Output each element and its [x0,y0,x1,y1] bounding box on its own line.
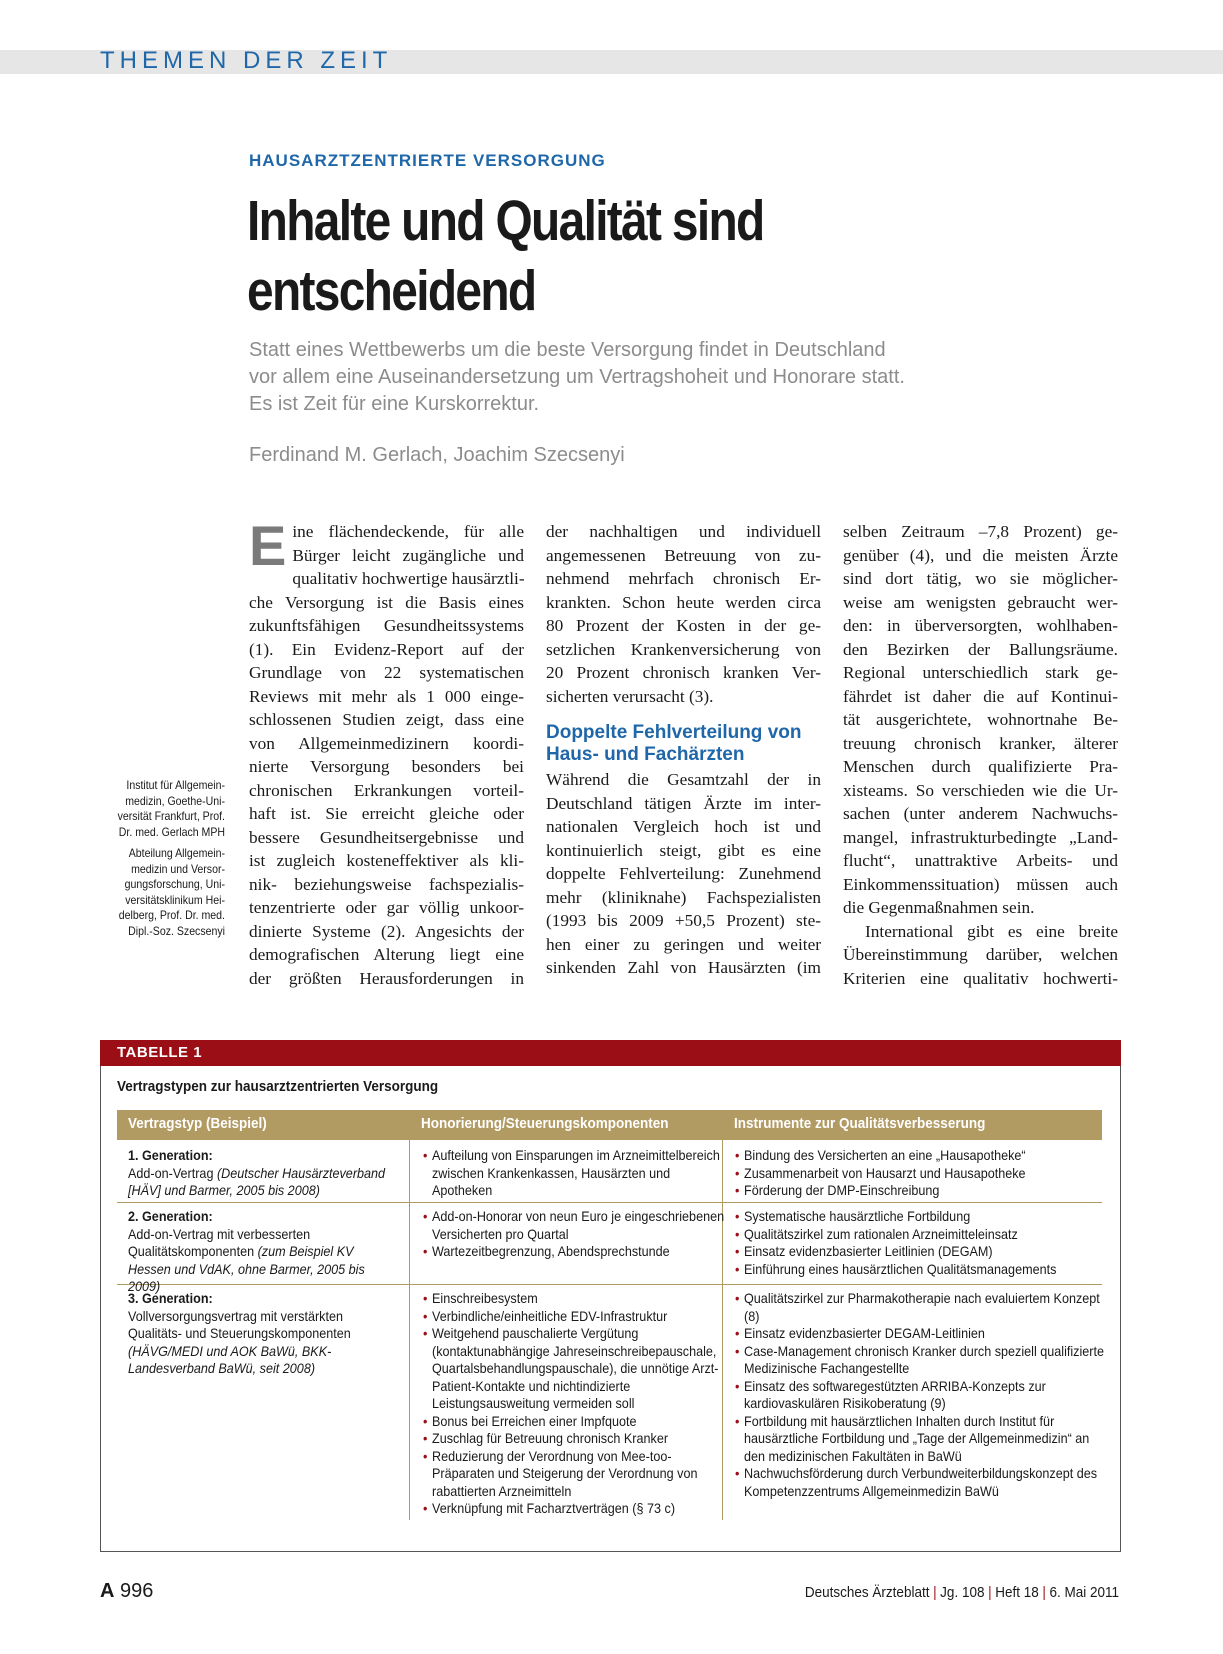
cell-text-italic: (zum Beispiel KV Hessen und VdAK, ohne Barmer, 2005 bis 2009) [128,1243,365,1294]
text-line: Übereinstimmung darüber, welchen [843,945,1118,964]
title-line: Inhalte und Qualität sind [247,189,764,253]
text-line: Während die Gesamtzahl der in [546,770,821,789]
text-line: nehmend mehrfach chronisch Er- [546,569,821,588]
paragraph [843,520,1118,920]
table-cell-instrumente [735,1290,1104,1500]
text-line: International gibt es eine breite [865,921,1118,941]
page-number [100,1580,153,1603]
text-line: fährdet ist daher die auf Kontinui- [843,686,1118,706]
paragraph [249,514,525,990]
table-caption: Vertragstypen zur hausarztzentrierten Versorgung [117,1078,439,1095]
body-column-1 [249,514,525,990]
text-line: xisteams. So verschieden wie die Ur- [843,780,1118,800]
table-cell-vertragstyp [128,1290,398,1378]
journal-volume: Jg. 108 [940,1584,985,1601]
section-label: THEMEN DER ZEIT [100,47,393,74]
text-line: der größten Herausforderungen in [249,968,524,988]
list-item: • Weitgehend pauschalierte Vergütung (kontaktunabhängige Jahreseinschreibepauschale, Quartalsbehandlungspauschale), die unnötige Arzt-Patient-Kontakte und nichtindizierte Leistungsausweitung vermeiden soll [423,1325,725,1413]
text-line: Regional unterschiedlich stark ge- [843,663,1118,682]
journal-issue: Heft 18 [995,1584,1039,1601]
list-item: • Zusammenarbeit von Hausarzt und Hausapotheke [735,1165,1104,1183]
list-item: • Einsatz evidenzbasierter Leitlinien (DEGAM) [735,1243,1104,1261]
text-line: selben Zeitraum –7,8 Prozent) ge- [843,522,1118,541]
affiliation-line: Institut für Allgemein- [126,778,225,792]
text-line: dinierte Systeme (2). Angesichts der [249,921,524,941]
cell-text: Add-on-Vertrag [128,1164,217,1181]
paragraph [843,920,1118,991]
table-cell-vertragstyp [128,1208,398,1296]
article-title [247,186,852,326]
table-cell-vertragstyp [128,1147,398,1200]
journal-date: 6. Mai 2011 [1049,1584,1119,1601]
text-line: sachen (unter anderem Nachwuchs- [843,804,1118,823]
subheading [546,722,821,766]
bullet-list [735,1290,1104,1500]
list-item: • Fortbildung mit hausärztlichen Inhalten durch Institut für hausärztliche Fortbildung und „Tage der Allgemeinmedizin“ an den medizinischen Fakultäten in BaWü [735,1413,1104,1466]
generation-label: 1. Generation: [128,1147,213,1163]
body-column-3 [843,520,1118,990]
body-column-2 [546,520,821,980]
text-line: Menschen durch qualifizierte Pra- [843,757,1118,776]
list-item: • Systematische hausärztliche Fortbildung [735,1208,1104,1226]
article-kicker: HAUSARZTZENTRIERTE VERSORGUNG [249,151,606,170]
text-line: weise am wenigsten gebraucht wer- [843,592,1118,612]
table-label: TABELLE 1 [117,1044,203,1061]
subheading-line: Doppelte Fehlverteilung von [546,722,802,743]
table-cell-instrumente [735,1208,1104,1278]
affiliation-line: medizin, Goethe-Uni- [125,793,225,808]
generation-label: 2. Generation: [128,1208,213,1224]
table-header-band [100,1040,1121,1066]
bullet-list [423,1290,725,1518]
list-item: • Case-Management chronisch Kranker durch speziell qualifizierte Medizinische Fachangestellte [735,1343,1104,1378]
text-line: ine flächendeckende, für alle [292,522,524,541]
affiliation-line: versitätsklinikum Hei- [125,892,225,907]
table-cell-honorierung [423,1290,725,1518]
article-authors: Ferdinand M. Gerlach, Joachim Szecsenyi [249,444,625,466]
list-item: • Qualitätszirkel zum rationalen Arzneimitteleinsatz [735,1226,1104,1244]
text-line: bessere Gesundheitsergebnisse und [249,827,524,847]
text-line: Einkommenssituation) müssen auch [843,874,1118,894]
text-line: nierte Versorgung besonders bei [249,757,524,776]
text-line: tenzentrierte oder gar völlig unkoor- [249,898,524,917]
journal-info: Deutsches Ärzteblatt | Jg. 108 | Heft 18 | 6. Mai 2011 [804,1584,1119,1601]
generation-label: 3. Generation: [128,1290,213,1306]
list-item: • Einführung eines hausärztlichen Qualitätsmanagements [735,1261,1104,1279]
page-prefix: A [100,1580,115,1602]
text-line: haft ist. Sie erreicht gleiche oder [249,804,524,823]
text-line: den Bezirken der Ballungsräume. [843,639,1118,659]
text-line: chronischen Erkrankungen vorteil- [249,780,524,800]
list-item: • Reduzierung der Verordnung von Mee-too-Präparaten und Steigerung der Verordnung von rabattierten Arzneimitteln [423,1448,725,1501]
list-item: • Einsatz des softwaregestützten ARRIBA-Konzepts zur kardiovaskulären Risikoberatung (9) [735,1378,1104,1413]
affiliation-line: Abteilung Allgemein- [128,846,225,860]
text-line: setzlichen Krankenversicherung von [546,639,821,659]
text-line: von Allgemeinmedizinern koordi- [249,733,524,753]
paragraph [546,520,821,708]
affiliation-line: versität Frankfurt, Prof. [117,809,225,823]
text-line: genüber (4), und die meisten Ärzte [843,545,1118,565]
text-line: flucht“, unattraktive Arbeits- und [843,851,1118,870]
list-item: • Add-on-Honorar von neun Euro je eingeschriebenen Versicherten pro Quartal [423,1208,725,1243]
table-cell-instrumente [735,1147,1104,1200]
text-line: zukunftsfähigen Gesundheitssystems [249,616,524,635]
page-number-value: 996 [120,1580,154,1602]
text-line: sicherten verursacht (3). [546,686,714,706]
list-item: • Verbindliche/einheitliche EDV-Infrastruktur [423,1308,725,1326]
column-header: Instrumente zur Qualitätsverbesserung [734,1115,986,1132]
journal-name: Deutsches Ärzteblatt [804,1584,930,1601]
text-line: mehr (kliniknahe) Fachspezialisten [546,887,821,907]
list-item: • Aufteilung von Einsparungen im Arzneimittelbereich zwischen Krankenkassen, Hausärzten und Apotheken [423,1147,725,1200]
text-line: sinkenden Zahl von Hausärzten (im [546,958,821,977]
article-lead [249,337,1049,418]
affiliation-line: medizin und Versor- [131,861,225,876]
list-item: • Bonus bei Erreichen einer Impfquote [423,1413,725,1431]
title-line: entscheidend [247,259,536,323]
text-line: kontinuierlich steigt, gibt es eine [546,840,821,860]
bullet-list [423,1208,725,1261]
bullet-list [735,1147,1104,1200]
cell-text: Vollversorgungsvertrag mit verstärkten Qualitäts- und Steuerungskomponenten [128,1307,351,1341]
list-item: • Nachwuchsförderung durch Verbundweiterbildungskonzept des Kompetenzzentrums Allgemeinmedizin BaWü [735,1465,1104,1500]
text-line: (1993 bis 2009 +50,5 Prozent) ste- [546,911,821,930]
table-cell-honorierung [423,1147,725,1200]
column-header: Honorierung/Steuerungskomponenten [421,1115,669,1132]
text-line: demografischen Alterung liegt eine [249,945,524,964]
text-line: hen einer zu geringen und weiter [546,934,821,954]
affiliation-line: Dr. med. Gerlach MPH [118,824,225,839]
subheading-line: Haus- und Fachärzten [546,744,745,765]
list-item: • Einsatz evidenzbasierter DEGAM-Leitlinien [735,1325,1104,1343]
drop-cap: E [249,514,287,577]
text-line: 80 Prozent der Kosten in der ge- [546,616,821,635]
list-item: • Einschreibesystem [423,1290,725,1308]
text-line: der nachhaltigen und individuell [546,522,821,541]
text-line: qualitativ hochwertige hausärztli- [292,569,525,588]
list-item: • Qualitätszirkel zur Pharmakotherapie nach evaluiertem Konzept (8) [735,1290,1104,1325]
text-line: Reviews mit mehr als 1 000 einge- [249,686,524,706]
text-line: Kriterien eine qualitativ hochwerti- [843,968,1118,988]
cell-text-italic: (HÄVG/MEDI und AOK BaWü, BKK-Landesverband BaWü, seit 2008) [128,1342,332,1376]
text-line: angemessenen Betreuung von zu- [546,545,821,565]
text-line: sind dort tätig, wo sie möglicher- [843,569,1118,588]
lead-line: Es ist Zeit für eine Kurskorrektur. [249,393,540,415]
text-line: che Versorgung ist die Basis eines [249,592,524,612]
column-header: Vertragstyp (Beispiel) [128,1115,267,1132]
text-line: den: in überversorgten, wohlhaben- [843,616,1118,635]
text-line: mangel, infrastrukturbedingte „Land- [843,827,1118,847]
row-divider [117,1202,1102,1203]
list-item: • Förderung der DMP-Einschreibung [735,1182,1104,1200]
list-item: • Verknüpfung mit Facharztverträgen (§ 73 c) [423,1500,725,1518]
text-line: 20 Prozent chronisch kranken Ver- [546,663,821,682]
text-line: nik- beziehungsweise fachspezialis- [249,874,524,894]
text-line: schlossenen Studien zeigt, dass eine [249,710,524,729]
cell-text-italic: (Deutscher Hausärzteverband [HÄV] und Barmer, 2005 bis 2008) [128,1164,386,1198]
list-item: • Wartezeitbegrenzung, Abendsprechstunde [423,1243,725,1261]
text-line: (1). Ein Evidenz-Report auf der [249,639,524,659]
text-line: nationalen Vergleich hoch ist und [546,817,821,836]
lead-line: Statt eines Wettbewerbs um die beste Versorgung findet in Deutschland [249,339,886,361]
affiliation-line: gungsforschung, Uni- [124,877,225,891]
text-line: tät ausgerichtete, wohnortnahe Be- [843,710,1118,729]
text-line: die Gegenmaßnahmen sein. [843,898,1035,917]
affiliation-heidelberg [80,846,225,939]
text-line: Bürger leicht zugängliche und [292,545,524,565]
column-divider [409,1110,410,1520]
affiliation-line: Dipl.-Soz. Szecsenyi [128,923,225,938]
text-line: Grundlage von 22 systematischen [249,663,524,682]
list-item: • Bindung des Versicherten an eine „Hausapotheke“ [735,1147,1104,1165]
list-item: • Zuschlag für Betreuung chronisch Kranker [423,1430,725,1448]
lead-line: vor allem eine Auseinandersetzung um Vertragshoheit und Honorare statt. [249,366,905,388]
affiliation-frankfurt [80,778,225,840]
bullet-list [735,1208,1104,1278]
text-line: doppelte Fehlverteilung: Zunehmend [546,864,821,883]
cell-text: Add-on-Vertrag mit verbesserten Qualitätskomponenten [128,1225,311,1259]
text-line: ist zugleich kosteneffektiver als kli- [249,851,524,870]
paragraph [546,768,821,980]
bullet-list [423,1147,725,1200]
affiliation-line: delberg, Prof. Dr. med. [118,908,225,922]
text-line: treuung chronisch kranker, älterer [843,733,1118,753]
text-line: Deutschland tätigen Ärzte im inter- [546,793,821,813]
table-cell-honorierung [423,1208,725,1261]
text-line: krankten. Schon heute werden circa [546,592,821,612]
